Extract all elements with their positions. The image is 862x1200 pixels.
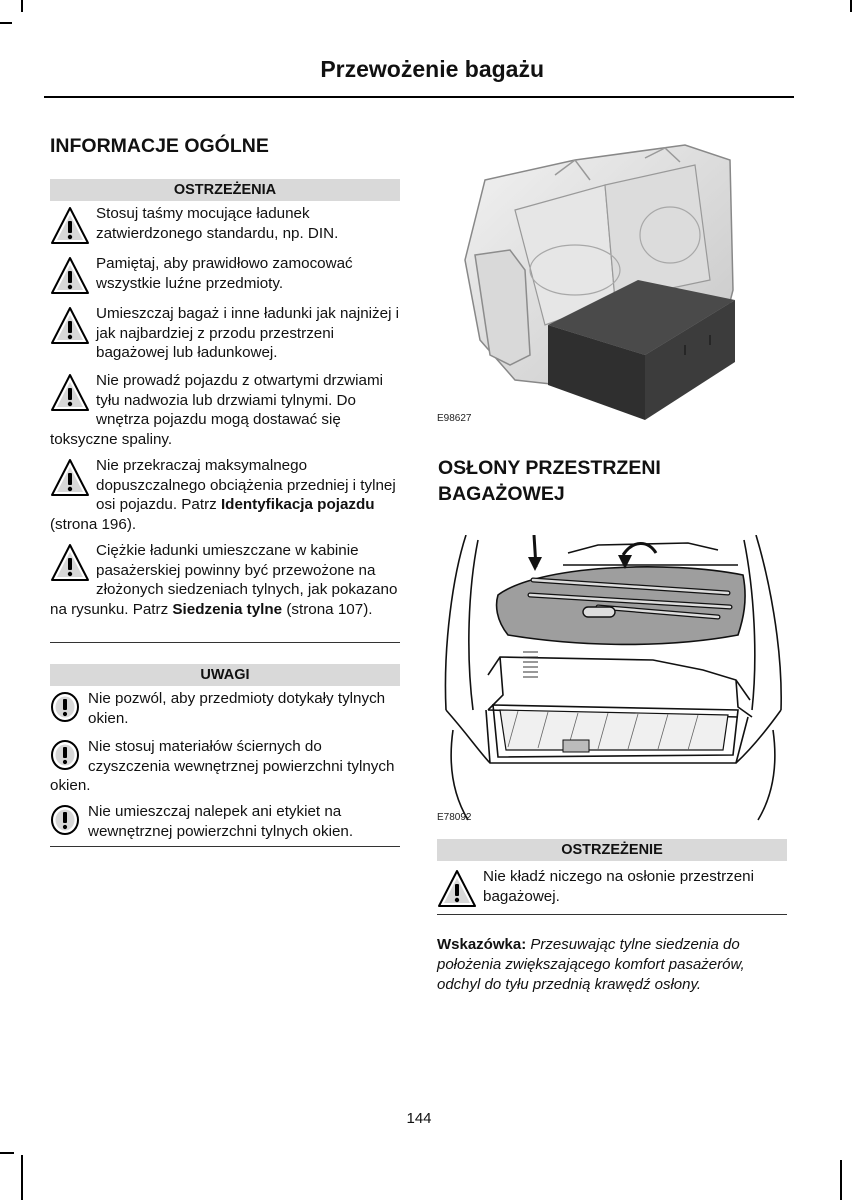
title-divider — [44, 96, 794, 98]
warning-text: Nie prowadź pojazdu z otwartymi drzwiami tyłu nadwozia lub drzwiami tylnymi. Do wnętrza pojazdu mogą dostawać się toksyczne spaliny. — [50, 372, 383, 448]
warning-text: Pamiętaj, aby prawidłowo zamocować wszystkie luźne przedmioty. — [96, 255, 353, 292]
warnings-header: OSTRZEŻENIA — [50, 179, 400, 201]
caution-circle-icon — [50, 691, 80, 723]
note-item — [50, 737, 400, 796]
notes-header: UWAGI — [50, 664, 400, 686]
warning-item — [50, 456, 400, 534]
page-title: Przewożenie bagażu — [320, 56, 544, 82]
crop-mark — [0, 22, 12, 24]
cross-reference-link[interactable]: Identyfikacja pojazdu — [220, 496, 375, 513]
note-text: Nie umieszczaj nalepek ani etykiet na wewnętrznej powierzchni tylnych okien. — [88, 803, 354, 840]
cross-reference-link[interactable]: Siedzenia tylne — [172, 600, 283, 618]
warning-text-page: (strona 196). — [50, 515, 137, 533]
crop-mark — [0, 1152, 14, 1154]
warning-text-page: (strona 107). — [282, 600, 373, 618]
caution-circle-icon — [50, 804, 80, 836]
warning-item — [437, 867, 789, 911]
note-text: Nie stosuj materiałów ściernych do czyszczenia wewnętrznej powierzchni tylnych okien. — [50, 738, 395, 794]
warning-triangle-icon — [50, 373, 90, 413]
warning-text: Umieszczaj bagaż i inne ładunki jak najniżej i jak najbardziej z przodu przestrzeni bagażowej lub ładunkowej. — [96, 305, 400, 361]
warning-item — [50, 254, 400, 298]
warning-item — [50, 304, 400, 363]
note-text: Nie pozwól, aby przedmioty dotykały tylnych okien. — [88, 690, 386, 727]
cover-warning-header: OSTRZEŻENIE — [437, 839, 787, 861]
section-heading-covers — [438, 455, 661, 507]
notes-bottom-rule — [50, 846, 400, 847]
warnings-bottom-rule — [50, 642, 400, 643]
hint-paragraph — [437, 935, 789, 995]
warning-text: Nie przekraczaj maksymalnego dopuszczalnego obciążenia przedniej i tylnej osi pojazdu. Patrz — [96, 457, 396, 513]
warning-triangle-icon — [437, 869, 477, 909]
luggage-cover-illustration — [438, 535, 793, 825]
warning-item — [50, 541, 400, 619]
section-heading-general: INFORMACJE OGÓLNE — [50, 135, 269, 157]
page-number: 144 — [406, 1110, 432, 1127]
figure-code: E98627 — [437, 413, 472, 424]
note-item — [50, 689, 400, 728]
crop-mark — [840, 1160, 842, 1200]
hint-label: Wskazówka: — [437, 936, 527, 953]
warning-triangle-icon — [50, 206, 90, 246]
crop-mark — [850, 0, 852, 12]
section-heading-line: OSŁONY PRZESTRZENI — [438, 457, 661, 479]
warning-triangle-icon — [50, 543, 90, 583]
caution-circle-icon — [50, 739, 80, 771]
warning-text: Nie kładź niczego na osłonie przestrzeni bagażowej. — [483, 868, 754, 905]
warning-item — [50, 371, 400, 449]
crop-mark — [21, 0, 23, 12]
warning-text: Stosuj taśmy mocujące ładunek zatwierdzonego standardu, np. DIN. — [96, 205, 339, 242]
crop-mark — [21, 1155, 23, 1200]
section-heading-line: BAGAŻOWEJ — [438, 483, 565, 505]
note-item — [50, 802, 400, 841]
warning-triangle-icon — [50, 458, 90, 498]
warning-item — [50, 204, 400, 248]
folded-seats-cargo-illustration — [455, 140, 755, 425]
cover-warning-bottom-rule — [437, 914, 787, 915]
hint-text: Przesuwając tylne siedzenia do położenia zwiększającego komfort pasażerów, odchyl do tyłu przednią krawędź osłony. — [437, 936, 745, 993]
warning-triangle-icon — [50, 256, 90, 296]
warning-triangle-icon — [50, 306, 90, 346]
warning-text: Ciężkie ładunki umieszczane w kabinie pasażerskiej powinny być przewożone na złożonych siedzeniach tylnych, jak pokazano na rysunku. Patrz — [50, 542, 398, 618]
figure-code: E78092 — [437, 812, 472, 823]
